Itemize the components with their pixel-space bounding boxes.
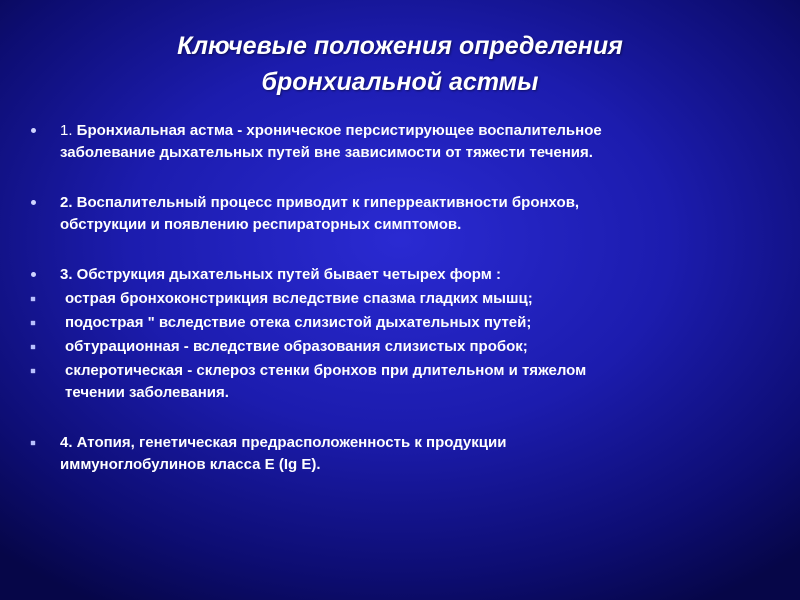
list-item-2-line-1: 2. Воспалительный процесс приводит к гиперреактивности бронхов, bbox=[60, 194, 580, 211]
list-item-1-line-1 bbox=[60, 120, 792, 142]
list-item-1-number: 1. bbox=[60, 122, 73, 139]
list-item-2 bbox=[30, 192, 792, 236]
list-item-4-line-1: 4. Атопия, генетическая предрасположенность к продукции bbox=[60, 434, 507, 451]
sub-item-sclerotic-line-2: течении заболевания. bbox=[65, 384, 229, 401]
sub-item-acute-text: острая бронхоконстрикция вследствие спазма гладких мышц; bbox=[65, 290, 533, 307]
list-item-1-text: Бронхиальная астма - хроническое персистирующее воспалительное bbox=[72, 122, 602, 139]
slide-title bbox=[0, 28, 800, 100]
list-item-4 bbox=[30, 432, 792, 476]
sub-item-sclerotic-line-1: склеротическая - склероз стенки бронхов при длительном и тяжелом bbox=[65, 362, 587, 379]
sub-item-obturation-text: обтурационная - вследствие образования слизистых пробок; bbox=[65, 338, 528, 355]
sub-bullet-icon bbox=[31, 321, 35, 325]
sub-bullet-icon bbox=[31, 441, 35, 445]
bullet-icon bbox=[31, 200, 36, 205]
sub-item-subacute-text: подострая " вследствие отека слизистой дыхательных путей; bbox=[65, 314, 532, 331]
sub-item-acute bbox=[30, 288, 792, 310]
bullet-icon bbox=[31, 128, 36, 133]
list-item-1-line-2: заболевание дыхательных путей вне зависимости от тяжести течения. bbox=[60, 144, 593, 161]
list-item-3 bbox=[30, 264, 792, 286]
sub-item-obturation bbox=[30, 336, 792, 358]
list-item-2-line-2: обструкции и появлению респираторных симптомов. bbox=[60, 216, 462, 233]
sub-item-sclerotic bbox=[30, 360, 792, 404]
sub-bullet-icon bbox=[31, 345, 35, 349]
slide-title-line-1: Ключевые положения определения bbox=[177, 32, 623, 60]
bullet-icon bbox=[31, 272, 36, 277]
list-item-1 bbox=[30, 120, 792, 164]
slide-body bbox=[30, 120, 792, 478]
sub-bullet-icon bbox=[31, 297, 35, 301]
slide-title-line-2: бронхиальной астмы bbox=[261, 68, 539, 96]
sub-item-subacute bbox=[30, 312, 792, 334]
list-item-3-line-1: 3. Обструкция дыхательных путей бывает четырех форм : bbox=[60, 266, 502, 283]
sub-bullet-icon bbox=[31, 369, 35, 373]
list-item-4-line-2: иммуноглобулинов класса Е (Ig E). bbox=[60, 456, 321, 473]
